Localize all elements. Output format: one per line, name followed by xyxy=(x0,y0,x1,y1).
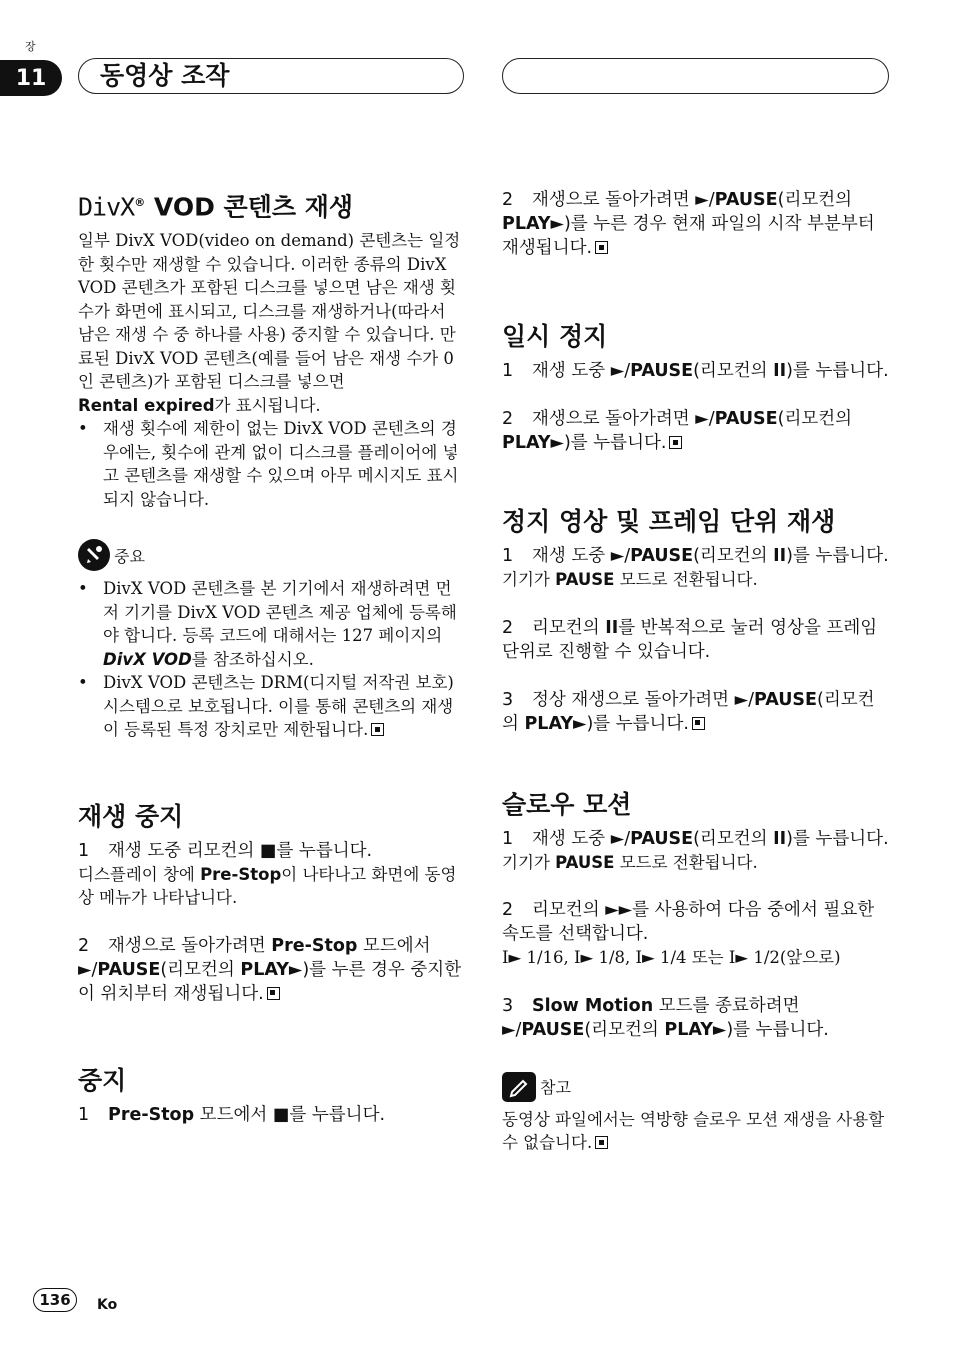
step-1: 1 재생 도중 ►/PAUSE(리모컨의 II)를 누릅니다. xyxy=(502,361,889,381)
end-mark-icon xyxy=(669,436,682,449)
end-mark-icon xyxy=(595,1136,608,1149)
chapter-title: 동영상 조작 xyxy=(100,61,230,90)
step-1-description: 디스플레이 창에 Pre-Stop이 나타나고 화면에 동영상 메뉴가 나타납니다. xyxy=(78,864,457,908)
speed-options: I► 1/16, I► 1/8, I► 1/4 또는 I► 1/2(앞으로) xyxy=(502,948,841,967)
section-title-stop: 재생 중지 xyxy=(78,801,184,831)
step-1: 1 재생 도중 리모컨의 ■를 누릅니다. xyxy=(78,840,373,861)
header-blank-frame xyxy=(502,58,889,94)
section-title-halt: 중지 xyxy=(78,1065,127,1095)
step-2: 2 리모컨의 ►►를 사용하여 다음 중에서 필요한 속도를 선택합니다. xyxy=(502,900,875,944)
end-mark-icon xyxy=(692,717,705,730)
important-heading: 중요 xyxy=(78,539,466,571)
step-1: 1 재생 도중 ►/PAUSE(리모컨의 II)를 누릅니다. xyxy=(502,546,889,566)
list-item: • DivX VOD 콘텐츠는 DRM(디지털 저작권 보호) 시스템으로 보호됩니다. 이를 통해 콘텐츠의 재생이 등록된 특정 장치로만 제한됩니다. xyxy=(78,673,454,740)
list-item: • DivX VOD 콘텐츠를 본 기기에서 재생하려면 먼저 기기를 DivX VOD 콘텐츠 제공 업체에 등록해야 합니다. 등록 코드에 대해서는 127 페이지의 DivX VOD를 참조하십시오. xyxy=(78,579,457,669)
step-1-description: 기기가 PAUSE 모드로 전환됩니다. xyxy=(502,570,758,589)
chapter-number: 11 xyxy=(0,60,62,96)
step-2: 2 재생으로 돌아가려면 ►/PAUSE(리모컨의 PLAY►)를 누릅니다. xyxy=(502,409,853,453)
language-code: Ko xyxy=(97,1297,118,1313)
note-text: 동영상 파일에서는 역방향 슬로우 모션 재생을 사용할 수 없습니다. xyxy=(502,1109,885,1152)
chapter-label: 장 xyxy=(25,40,36,53)
step-2: 2 리모컨의 II를 반복적으로 눌러 영상을 프레임 단위로 진행할 수 있습니다. xyxy=(502,617,878,662)
list-item: • 재생 횟수에 제한이 없는 DivX VOD 콘텐츠의 경우에는, 횟수에 관계 없이 디스크를 플레이어에 넣고 콘텐츠를 재생할 수 있으며 아무 메시지도 표시되지 않습니다. xyxy=(78,419,459,509)
section-title-slow-motion: 슬로우 모션 xyxy=(502,789,632,819)
step-1: 1 Pre-Stop 모드에서 ■를 누릅니다. xyxy=(78,1104,386,1125)
step-1: 1 재생 도중 ►/PAUSE(리모컨의 II)를 누릅니다. xyxy=(502,828,889,849)
page-number: 136 xyxy=(33,1288,77,1312)
step-2: 2 재생으로 돌아가려면 ►/PAUSE(리모컨의 PLAY►)를 누른 경우 현재 파일의 시작 부분부터 재생됩니다. xyxy=(502,190,875,258)
divx-paragraph: 일부 DivX VOD(video on demand) 콘텐츠는 일정한 횟수만 재생할 수 있습니다. 이러한 종류의 DivX VOD 콘텐츠가 포함된 디스크를 넣으면 남은 재생 횟수가 화면에 표시되고, 디스크를 재생하거나(따라서 남은 재생 수 중 하나를 사용) 중지할 수 있습니다. 만료된 DivX VOD 콘텐츠(예를 들어 남은 재생 수가 0인 콘텐츠)가 포함된 디스크를 넣으면 xyxy=(78,231,461,392)
note-heading: 참고 xyxy=(502,1072,890,1102)
step-3: 3 정상 재생으로 돌아가려면 ►/PAUSE(리모컨의 PLAY►)를 누릅니다. xyxy=(502,689,875,734)
important-icon xyxy=(78,539,110,571)
rental-expired-paragraph: Rental expired가 표시됩니다. xyxy=(78,395,321,415)
end-mark-icon xyxy=(371,723,384,736)
step-1-description: 기기가 PAUSE 모드로 전환됩니다. xyxy=(502,852,758,872)
step-2: 2 재생으로 돌아가려면 Pre-Stop 모드에서 ►/PAUSE(리모컨의 PLAY►)를 누른 경우 중지한 이 위치부터 재생됩니다. xyxy=(78,935,462,1004)
step-3: 3 Slow Motion 모드를 종료하려면 ►/PAUSE(리모컨의 PLAY►)를 누릅니다. xyxy=(502,995,829,1040)
section-title-divx-vod: DivX® VOD 콘텐츠 재생 xyxy=(78,192,353,222)
end-mark-icon xyxy=(267,987,280,1000)
right-column xyxy=(502,188,890,1155)
section-title-frame: 정지 영상 및 프레임 단위 재생 xyxy=(502,507,836,536)
end-mark-icon xyxy=(595,241,608,254)
section-title-pause: 일시 정지 xyxy=(502,322,608,351)
pencil-note-icon xyxy=(502,1072,536,1102)
left-column xyxy=(78,188,466,1127)
